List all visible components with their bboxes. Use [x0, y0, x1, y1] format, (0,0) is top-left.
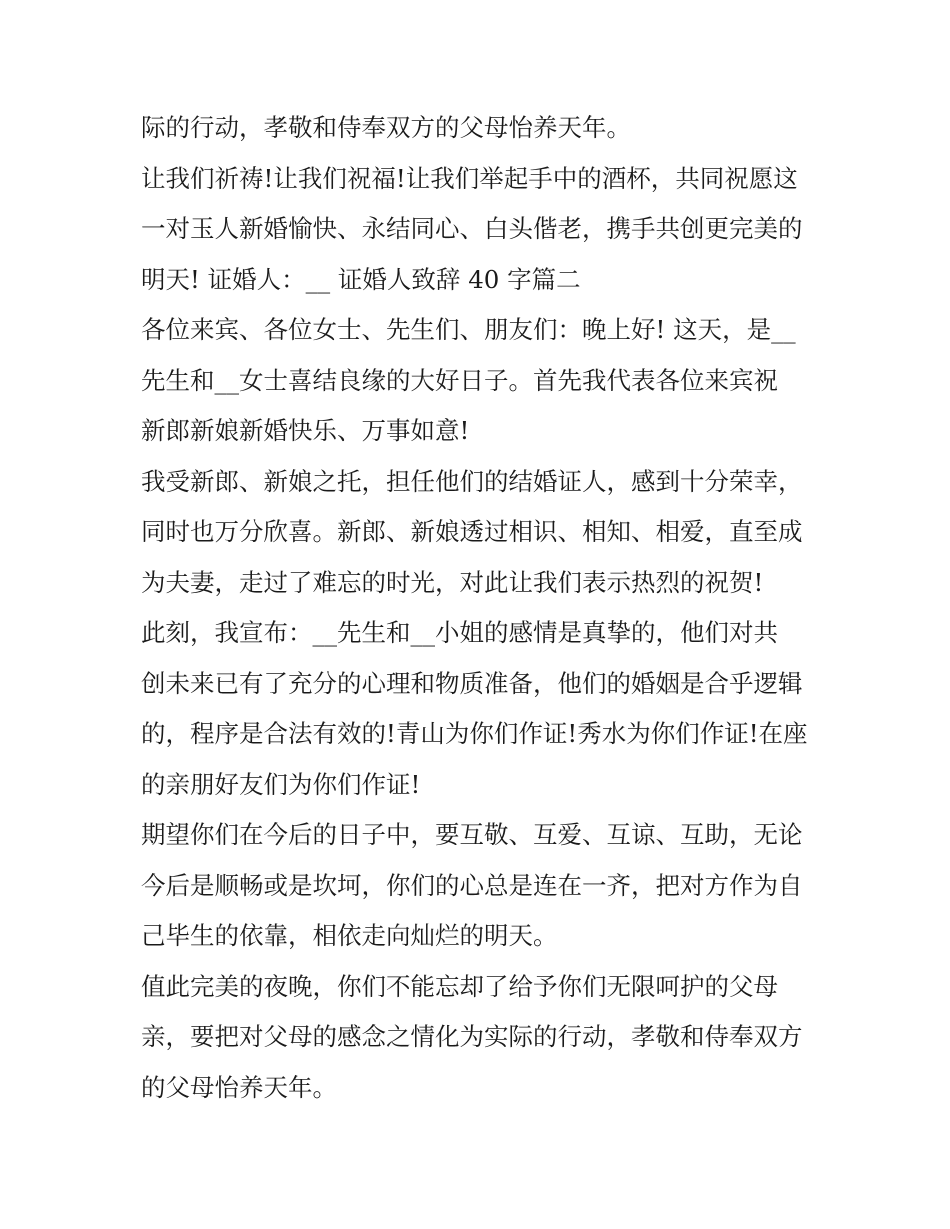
text-line: 的父母怡养天年。	[141, 1072, 337, 1102]
document-body	[141, 103, 821, 1113]
text-line: 际的行动，孝敬和侍奉双方的父母怡养天年。	[141, 113, 631, 142]
text-line: 亲，要把对父母的感念之情化为实际的行动，孝敬和侍奉双方	[141, 1022, 803, 1051]
text-line: 让我们祈祷!让我们祝福!让我们举起手中的酒杯，共同祝愿这	[141, 163, 798, 193]
text-line: 各位来宾、各位女士、先生们、朋友们：晚上好! 这天，是__	[141, 315, 796, 344]
text-line: 一对玉人新婚愉快、永结同心、白头偕老，携手共创更完美的	[141, 214, 803, 243]
text-line: 新郎新娘新婚快乐、万事如意!	[141, 416, 470, 445]
text-line: 此刻，我宣布：__先生和__小姐的感情是真挚的，他们对共	[141, 618, 778, 647]
text-line: 同时也万分欣喜。新郎、新娘透过相识、相知、相爱，直至成	[141, 517, 803, 546]
text-line: 明天! 证婚人：__ 证婚人致辞 40 字篇二	[141, 264, 581, 294]
text-line: 己毕生的依靠，相依走向灿烂的明天。	[141, 921, 558, 950]
text-line: 我受新郎、新娘之托，担任他们的结婚证人，感到十分荣幸，	[141, 466, 803, 496]
text-line: 创未来已有了充分的心理和物质准备，他们的婚姻是合乎逻辑	[141, 668, 803, 698]
text-line: 值此完美的夜晚，你们不能忘却了给予你们无限呵护的父母	[141, 971, 778, 1001]
text-line: 为夫妻，走过了难忘的时光，对此让我们表示热烈的祝贺!	[141, 567, 764, 597]
text-line: 期望你们在今后的日子中，要互敬、互爱、互谅、互助，无论	[141, 820, 803, 849]
text-line: 的亲朋好友们为你们作证!	[141, 769, 421, 799]
text-line: 的，程序是合法有效的!青山为你们作证!秀水为你们作证!在座	[141, 719, 808, 748]
text-line: 今后是顺畅或是坎坷，你们的心总是连在一齐，把对方作为自	[141, 870, 803, 900]
text-line: 先生和__女士喜结良缘的大好日子。首先我代表各位来宾祝	[141, 365, 778, 395]
